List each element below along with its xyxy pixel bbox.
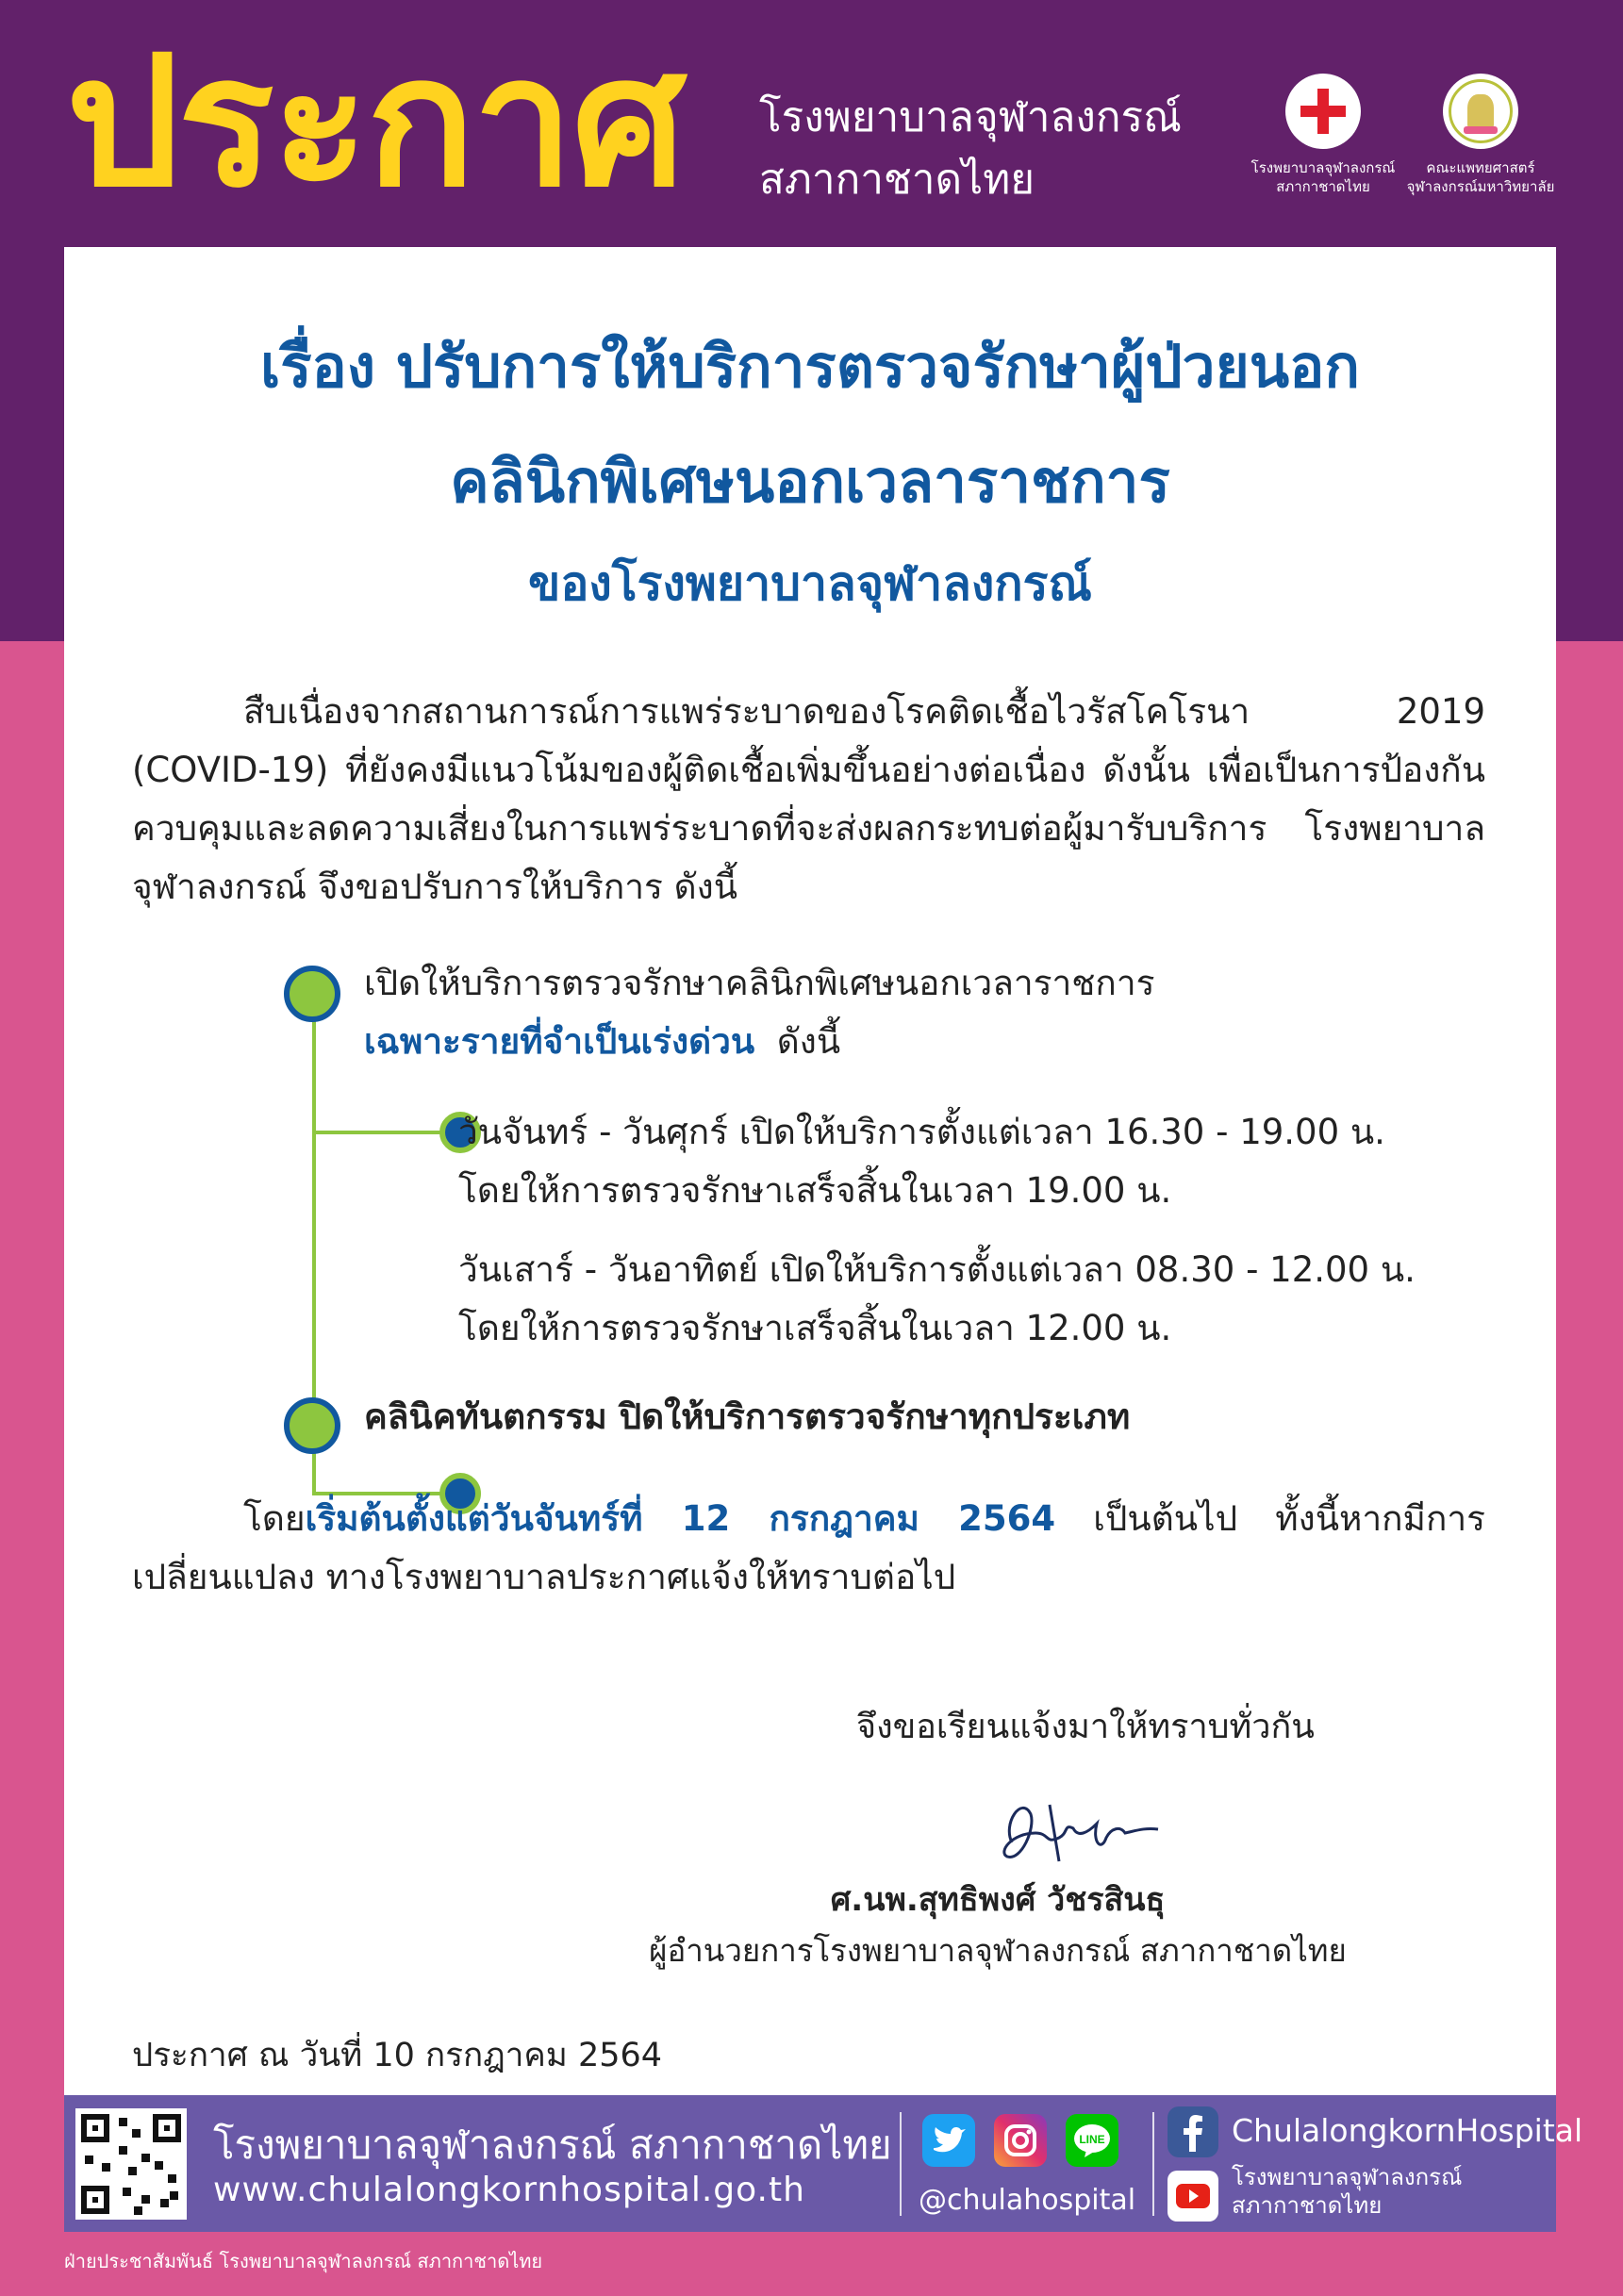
urgent-only-highlight: เฉพาะรายที่จำเป็นเร่งด่วน bbox=[364, 1021, 755, 1062]
faculty-seal-icon bbox=[1443, 74, 1518, 149]
sub-item-1-line2: โดยให้การตรวจรักษาเสร็จสิ้นในเวลา 19.00 น. bbox=[458, 1170, 1172, 1211]
effective-prefix: โดย bbox=[243, 1498, 306, 1539]
red-cross-logo bbox=[1234, 74, 1413, 196]
sub-item-1-line1-text: วันจันทร์ - วันศุกร์ เปิดให้บริการตั้งแต่เวลา 16.30 - 19.00 น. bbox=[458, 1112, 1385, 1152]
main-item-1-line1: เปิดให้บริการตรวจรักษาคลินิกพิเศษนอกเวลาราชการ bbox=[364, 963, 1155, 1003]
facebook-icon[interactable] bbox=[1168, 2106, 1218, 2157]
sub-item-1-line1 bbox=[458, 1103, 1385, 1162]
red-cross-logo-line2: สภากาชาดไทย bbox=[1276, 178, 1370, 195]
subject-line2: คลินิกพิเศษนอกเวลาราชการ bbox=[450, 447, 1170, 516]
pr-credit: ฝ่ายประชาสัมพันธ์ โรงพยาบาลจุฬาลงกรณ์ สภากาชาดไทย bbox=[64, 2250, 543, 2272]
announcement-title: ประกาศ bbox=[66, 18, 685, 226]
faculty-logo-line1: คณะแพทยศาสตร์ bbox=[1426, 159, 1535, 176]
instagram-icon[interactable] bbox=[994, 2114, 1047, 2167]
website-link[interactable]: www.chulalongkornhospital.go.th bbox=[213, 2171, 805, 2209]
header-hospital-line2: สภากาชาดไทย bbox=[759, 156, 1035, 204]
bullet-main-2 bbox=[284, 1397, 340, 1454]
intro-text: สืบเนื่องจากสถานการณ์การแพร่ระบาดของโรคติดเชื้อไวรัสโคโรนา 2019 (COVID-19) ที่ยังคงมีแนวโน้มของผู้ติดเชื้อเพิ่มขึ้นอย่างต่อเนื่อง ดังนั้น เพื่อเป็นการป้องกัน ควบคุมและลดความเสี่ยงในการแพร่ระบาดที่จะส่งผลกระทบต่อผู้มารับบริการ โรงพยาบาลจุฬาลงกรณ์ จึงขอปรับการให้บริการ ดังนี้ bbox=[132, 691, 1485, 907]
sub-item-2-line1: วันเสาร์ - วันอาทิตย์ เปิดให้บริการตั้งแต่เวลา 08.30 - 12.00 น. bbox=[458, 1249, 1416, 1290]
twitter-icon[interactable] bbox=[922, 2114, 975, 2167]
tree-branch-1 bbox=[312, 1131, 454, 1134]
red-cross-icon bbox=[1285, 74, 1361, 149]
header-hospital-name bbox=[759, 87, 1182, 211]
youtube-icon[interactable] bbox=[1168, 2171, 1218, 2222]
faculty-medicine-logo bbox=[1391, 74, 1570, 196]
line-icon-label: LINE bbox=[1079, 2133, 1105, 2146]
subject-line3: ของโรงพยาบาลจุฬาลงกรณ์ bbox=[528, 556, 1092, 611]
bullet-main-1 bbox=[284, 966, 340, 1022]
sub-item-2-line2: โดยให้การตรวจรักษาเสร็จสิ้นในเวลา 12.00 น. bbox=[458, 1308, 1172, 1348]
header-hospital-line1: โรงพยาบาลจุฬาลงกรณ์ bbox=[759, 93, 1182, 141]
closing-text: จึงขอเรียนแจ้งมาให้ทราบทั่วกัน bbox=[856, 1708, 1315, 1746]
director-signature bbox=[993, 1786, 1182, 1871]
youtube-channel-line2: สภากาชาดไทย bbox=[1232, 2192, 1383, 2219]
social-handle[interactable]: @chulahospital bbox=[919, 2184, 1136, 2217]
subject-line1: เรื่อง ปรับการให้บริการตรวจรักษาผู้ป่วยนอก bbox=[260, 332, 1360, 401]
qr-code[interactable] bbox=[75, 2108, 187, 2220]
line-icon[interactable] bbox=[1066, 2114, 1118, 2167]
red-cross-logo-line1: โรงพยาบาลจุฬาลงกรณ์ bbox=[1250, 159, 1396, 176]
youtube-channel-line1: โรงพยาบาลจุฬาลงกรณ์ bbox=[1232, 2164, 1463, 2190]
announcement-card bbox=[64, 247, 1556, 2095]
announcement-date: ประกาศ ณ วันที่ 10 กรกฎาคม 2564 bbox=[132, 2037, 663, 2074]
signer-title: ผู้อำนวยการโรงพยาบาลจุฬาลงกรณ์ สภากาชาดไทย bbox=[649, 1932, 1347, 1969]
effective-date-highlight: เริ่มต้นตั้งแต่วันจันทร์ที่ 12 กรกฎาคม 2564 bbox=[305, 1498, 1056, 1539]
effective-paragraph bbox=[132, 1490, 1485, 1607]
intro-paragraph bbox=[132, 683, 1485, 917]
facebook-page-name[interactable]: ChulalongkornHospital bbox=[1232, 2112, 1583, 2149]
footer-divider-1 bbox=[900, 2112, 902, 2216]
footer-contact-bar bbox=[64, 2095, 1583, 2232]
faculty-logo-line2: จุฬาลงกรณ์มหาวิทยาลัย bbox=[1406, 178, 1555, 195]
effective-suffix: เป็นต้นไป ทั้งนี้หากมีการเปลี่ยนแปลง ทางโรงพยาบาลประกาศแจ้งให้ทราบต่อไป bbox=[132, 1498, 1485, 1597]
main-item-1-suffix: ดังนี้ bbox=[776, 1021, 841, 1062]
youtube-channel-name[interactable] bbox=[1232, 2163, 1462, 2220]
signer-name: ศ.นพ.สุทธิพงศ์ วัชรสินธุ bbox=[830, 1881, 1166, 1919]
footer-hospital-name: โรงพยาบาลจุฬาลงกรณ์ สภากาชาดไทย bbox=[213, 2122, 892, 2168]
footer-divider-2 bbox=[1152, 2112, 1154, 2216]
main-item-1-line2 bbox=[364, 1013, 840, 1071]
dental-clinic-closed: คลินิคทันตกรรม ปิดให้บริการตรวจรักษาทุกประเภท bbox=[364, 1396, 1131, 1437]
